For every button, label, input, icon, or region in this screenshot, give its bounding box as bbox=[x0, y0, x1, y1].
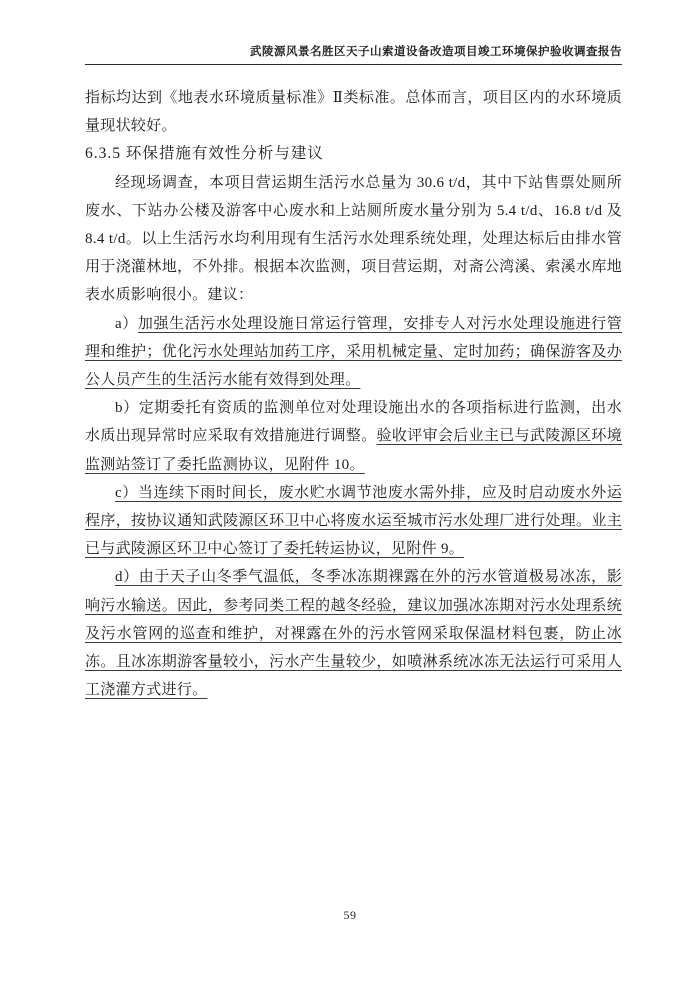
paragraph-survey: 经现场调查，本项目营运期生活污水总量为 30.6 t/d，其中下站售票处厕所废水、下站办公楼及游客中心废水和上站厕所废水量分别为 5.4 t/d、16.8 t/d 及 8.4 t/d。以上生活污水均利用现有生活污水处理系统处理，处理达标后由排水管用于浇灌林地，不外排。根据本次监测，项目营运期，对斋公湾溪、索溪水库地表水质影响很小。建议： bbox=[85, 174, 622, 304]
item-c-underlined-text: c）当连续下雨时间长，废水贮水调节池废水需外排，应及时启动废水外运程序，按协议通知武陵源区环卫中心将废水运至城市污水处理厂进行处理。业主已与武陵源区环卫中心签订了委托转运协议，见附件 9。 bbox=[85, 484, 622, 558]
recommendation-item-c bbox=[85, 479, 622, 564]
recommendation-item-a bbox=[85, 310, 622, 395]
page-header bbox=[85, 45, 622, 65]
paragraph-water-quality: 指标均达到《地表水环境质量标准》Ⅱ类标准。总体而言，项目区内的水环境质量现状较好。 bbox=[85, 90, 622, 135]
document-content bbox=[85, 84, 622, 704]
item-d-underlined-text: d）由于天子山冬季气温低，冬季冰冻期裸露在外的污水管道极易冰冻，影响污水输送。因此，参考同类工程的越冬经验，建议加强冰冻期对污水处理系统及污水管网的巡查和维护，对裸露在外的污水管网采取保温材料包裹，防止冰冻。且冰冻期游客量较小，污水产生量较少，如喷淋系统冰冻无法运行可采用人工浇灌方式进行。 bbox=[85, 569, 622, 699]
section-heading: 6.3.5 环保措施有效性分析与建议 bbox=[85, 145, 324, 163]
item-b-plain-text: b）定期委托有资质的监测单位对处理设施出水的各项指标进行监测，出水水质出现异常时应采取有效措施进行调整。 bbox=[85, 400, 622, 445]
page-footer bbox=[0, 906, 700, 924]
recommendation-item-b bbox=[85, 394, 622, 479]
recommendation-item-d bbox=[85, 563, 622, 704]
item-a-underlined-text: 加强生活污水处理设施日常运行管理，安排专人对污水处理设施进行管理和维护；优化污水处理站加药工序，采用机械定量、定时加药；确保游客及办公人员产生的生活污水能有效得到处理。 bbox=[85, 315, 622, 389]
report-title: 武陵源风景名胜区天子山索道设备改造项目竣工环境保护验收调查报告 bbox=[85, 45, 622, 65]
page-number: 59 bbox=[343, 908, 357, 922]
item-b-underlined-text: 验收评审会后业主已与武陵源区环境监测站签订了委托监测协议，见附件 10。 bbox=[85, 428, 622, 473]
item-a-marker: a） bbox=[115, 315, 138, 332]
